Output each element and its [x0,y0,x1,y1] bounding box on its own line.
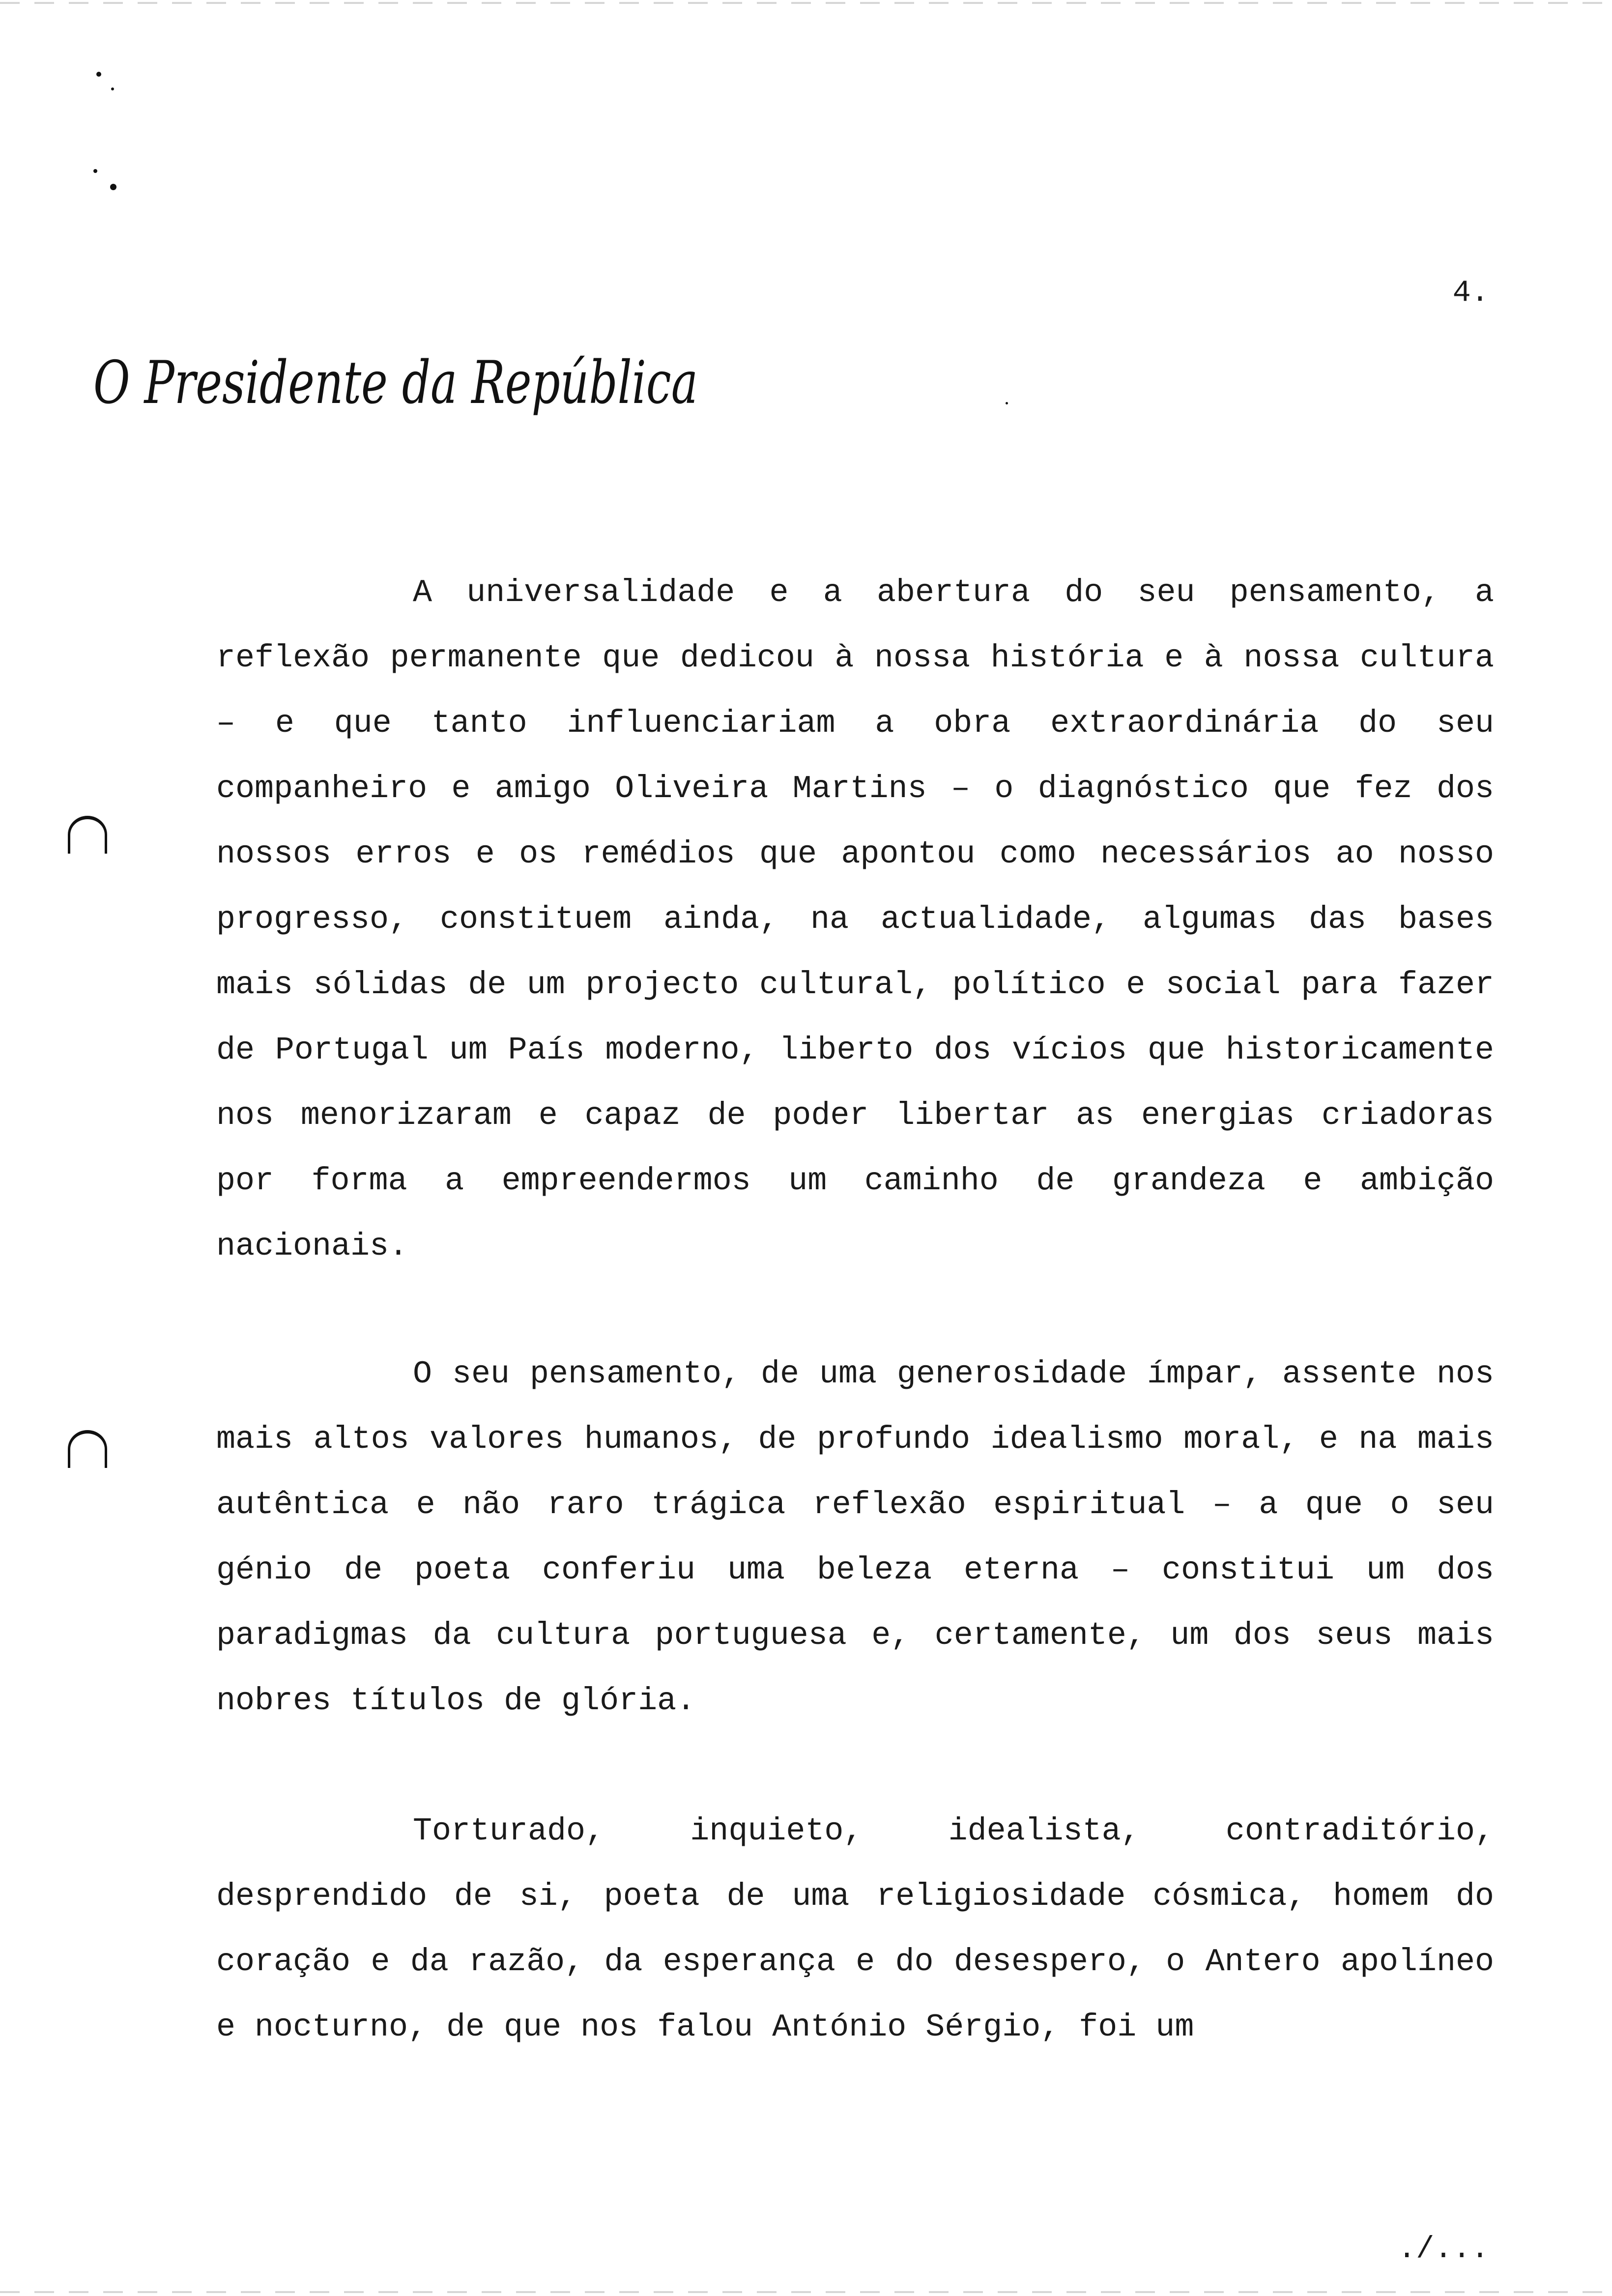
punch-hole [68,816,107,854]
scan-speck [96,72,101,77]
scan-speck [93,169,97,173]
scan-speck [1006,402,1008,404]
scan-top-edge [0,2,1612,4]
punch-hole [68,1430,107,1468]
scan-speck [110,184,116,190]
continuation-mark: ./... [1397,2232,1489,2267]
scan-bottom-edge [0,2291,1612,2293]
svg-text:O Presidente da República: O Presidente da República [93,349,698,417]
letterhead-script [88,339,718,437]
scan-speck [111,87,114,90]
page-number: 4. [1452,275,1489,310]
letterhead-logo [88,339,718,437]
body-paragraph: Torturado, inquieto, idealista, contraditório, desprendido de si, poeta de uma religiosidade cósmica, homem do coração e da razão, da esperança e do desespero, o Antero apolíneo e nocturno, de que nos falou António Sérgio, foi um [216,1813,1494,2045]
body-paragraph: O seu pensamento, de uma generosidade ímpar, assente nos mais altos valores humanos, de profundo idealismo moral, e na mais autêntica e não raro trágica reflexão espiritual – a que o seu génio de poeta conferiu uma beleza eterna – constitui um dos paradigmas da cultura portuguesa e, certamente, um dos seus mais nobres títulos de glória. [216,1356,1494,1719]
body-paragraph: A universalidade e a abertura do seu pensamento, a reflexão permanente que dedicou à nossa história e à nossa cultura – e que tanto influenciariam a obra extraordinária do seu companheiro e amigo Oliveira Martins – o diagnóstico que fez dos nossos erros e os remédios que apontou como necessários ao nosso progresso, constituem ainda, na actualidade, algumas das bases mais sólidas de um projecto cultural, político e social para fazer de Portugal um País moderno, liberto dos vícios que historicamente nos menorizaram e capaz de poder libertar as energias criadoras por forma a empreendermos um caminho de grandeza e ambição nacionais. [216,574,1494,1264]
